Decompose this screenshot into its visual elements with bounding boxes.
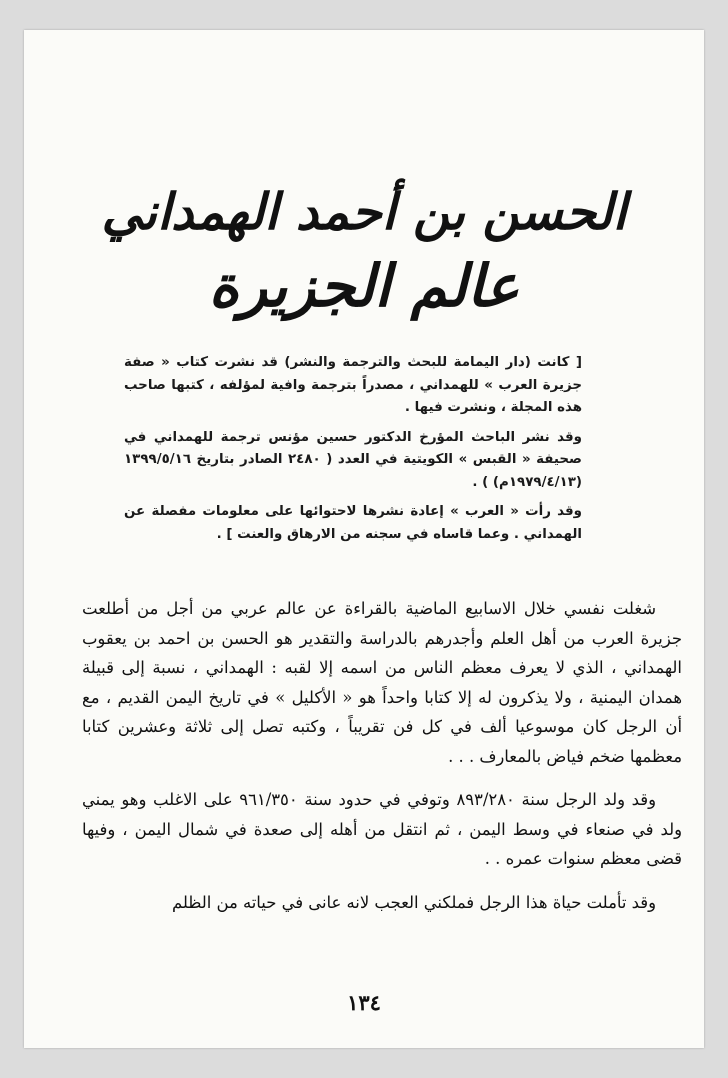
editor-note-paragraph: وقد رأت « العرب » إعادة نشرها لاحتوائها على معلومات مفصلة عن الهمداني . وعما قاساه في سجنه من الارهاق والعنت ] . xyxy=(124,504,582,542)
page-number: ١٣٤ xyxy=(347,990,381,1015)
title-line-name: الحسن بن أحمد الهمداني xyxy=(101,182,627,241)
article-body xyxy=(82,594,682,931)
body-paragraph: شغلت نفسي خلال الاسابيع الماضية بالقراءة عن عالم عربي من أجل من أطلعت جزيرة العرب من أهل العلم وأجدرهم بالدراسة والتقدير هو الحسن بن احمد بن يعقوب الهمداني ، الذي لا يعرف معظم الناس من اسمه إلا لقبه : الهمداني ، نسبة إلى قبيلة همدان اليمنية ، ولا يذكرون له إلا كتابا واحداً هو « الأكليل » في تاريخ اليمن القديم ، مع أن الرجل كان موسوعيا ألف في كل فن تقريباً ، وكتبه تصل إلى ثلاثة وعشرين كتابا معظمها ضخم فياض بالمعارف . . . xyxy=(82,599,682,766)
title-line-subtitle: عالم الجزيرة xyxy=(208,252,520,320)
book-page xyxy=(24,30,704,1048)
article-title xyxy=(24,180,704,324)
editor-note xyxy=(124,352,582,553)
body-paragraph: وقد تأملت حياة هذا الرجل فملكني العجب لانه عانى في حياته من الظلم xyxy=(171,892,656,912)
body-paragraph: وقد ولد الرجل سنة ٨٩٣/٢٨٠ وتوفي في حدود سنة ٩٦١/٣٥٠ على الاغلب وهو يمني ولد في صنعاء في وسط اليمن ، ثم انتقل من أهله إلى صعدة في شمال اليمن ، وفيها قضى معظم سنوات عمره . . xyxy=(82,790,682,868)
editor-note-paragraph: وقد نشر الباحث المؤرخ الدكتور حسين مؤنس ترجمة للهمداني في صحيفة « القبس » الكويتية في العدد ( ٢٤٨٠ الصادر بتاريخ ١٣٩٩/٥/١٦ (١٩٧٩/٤/١٣م) ) . xyxy=(124,429,582,490)
editor-note-paragraph: [ كانت (دار اليمامة للبحث والترجمة والنشر) قد نشرت كتاب « صفة جزيرة العرب » للهمداني ، مصدراً بترجمة وافية لمؤلفه ، كتبها صاحب هذه المجلة ، ونشرت فيها . xyxy=(124,355,582,415)
